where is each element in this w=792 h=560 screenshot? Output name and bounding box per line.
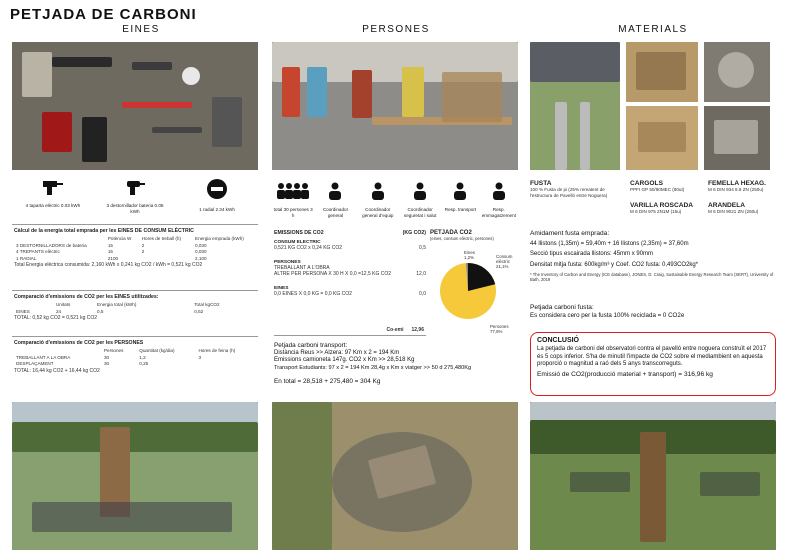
- screws-material: [630, 180, 702, 194]
- table-cell: 1 RADIAL: [16, 255, 37, 261]
- co2-emissions-table: [274, 230, 426, 336]
- measurement-title: Amidament fusta emprada:: [530, 230, 610, 237]
- row-value: 0,5: [419, 245, 426, 251]
- row-value: 12,0: [416, 271, 426, 277]
- person-icon: [413, 182, 427, 200]
- tool-item: [23, 178, 83, 209]
- table-cell: 2: [141, 249, 145, 254]
- table-header: Potència W: [107, 236, 132, 241]
- pie-label-tools: [464, 250, 475, 260]
- section-block: [274, 286, 426, 298]
- measurement-note: * The Inventory of Carbon and Energy (ICE database), JONES, D. Craig, Sustainable Energy Research Team (SERT), University of Bath, 2019: [530, 272, 774, 283]
- radial-saw-icon: [206, 178, 228, 200]
- bolts-photo-1: [704, 42, 770, 102]
- measurement-line: Secció tipus escairada llistons: 45mm x 90mm: [530, 251, 654, 257]
- transport-line: Distància Reus >> Alzera: 97 Km x 2 = 194 Km: [274, 349, 400, 356]
- measurement-line: Densitat mitja fusta: 600kg/m³ y Coef. CO2 fusta: 0,493CO2kg*: [530, 261, 699, 268]
- row-label: TREBALLANT A L'OBRA: [274, 264, 330, 271]
- role-item: [358, 182, 398, 218]
- role-label: Coordinador seguretat i salut: [403, 207, 437, 218]
- row-label: ALTRE PER PERSONA X 30 H X 0,0 =12,5 KG CO2: [274, 271, 392, 277]
- table-cell: 30: [103, 361, 110, 366]
- table-total: [387, 327, 424, 334]
- table-header: Hores de feina (h): [198, 348, 236, 353]
- role-item: [273, 182, 313, 218]
- energy-table: [14, 236, 258, 262]
- table-cell: 0,52: [194, 308, 204, 314]
- tool-label: 4 taparta elèctric 0.03 kWh: [25, 203, 81, 208]
- conclusion-box: [530, 332, 776, 396]
- table-cell: 0,25: [139, 361, 149, 366]
- wood-photo-1: [626, 42, 698, 102]
- table-title: EMISSIONS DE CO2: [274, 230, 324, 236]
- pie-label-electric: [496, 254, 520, 269]
- table-cell: 1,2: [139, 354, 146, 360]
- role-label: total 30 persones 3 h: [273, 207, 313, 218]
- tool-label: 1 radial 2.34 kWh: [199, 207, 235, 212]
- people-emissions-table: [14, 340, 258, 374]
- wood-photo-2: [626, 106, 698, 170]
- wood-footprint: [530, 304, 778, 319]
- material-desc: M 6 DIN 934 8.8 ZN (250u): [708, 187, 764, 192]
- table-header: Energia emprada (kWh): [195, 236, 244, 241]
- material-label: FUSTA: [530, 180, 552, 187]
- table-cell: TREBALLANT A LA OBRA: [16, 354, 71, 360]
- divider: [12, 290, 258, 291]
- row-label: 0,521 KG CO2 x 0,24 KG CO2: [274, 245, 343, 251]
- aerial-photo: [272, 402, 518, 550]
- table-head: [274, 230, 426, 236]
- tower-photo-left: [12, 402, 258, 550]
- material-label: ARANDELA: [708, 202, 745, 209]
- table-cell: 0,030: [195, 242, 207, 248]
- material-desc: 100 % Fusta de pi (25% rematent de l'estructura de Pavelló entre Noguera): [530, 187, 608, 198]
- table-header: Quantitat (kg/dia): [139, 348, 175, 353]
- table-cell: 0,030: [195, 249, 207, 254]
- table-cell: 2,100: [195, 255, 207, 261]
- person-icon: [371, 182, 385, 200]
- table-header: Total kgCO2: [194, 302, 220, 307]
- tool-item: [187, 178, 247, 213]
- table-cell: 2100: [107, 255, 119, 261]
- role-label: Coordinador general: [322, 207, 349, 218]
- threaded-rod-material: [630, 202, 706, 216]
- divider: [12, 224, 258, 225]
- table-cell: 24: [55, 308, 62, 314]
- co2-pie-block: [430, 230, 520, 334]
- tools-emissions-table: [14, 294, 258, 322]
- role-item: [481, 182, 517, 218]
- pie-label-name: Eines: [464, 250, 475, 255]
- table-cell: 15: [107, 242, 113, 248]
- pie-label-value: 1,2%: [464, 255, 475, 260]
- people-working-photo: [272, 42, 518, 170]
- wood-footprint-line: Es considera cero per la fusta 100% reciclada = 0 CO2e: [530, 311, 685, 319]
- total-value: 12,96: [411, 326, 424, 333]
- table-header: Energia total (kWh): [97, 302, 137, 307]
- total-line: TOTAL: 16,44 kg CO2 + 16,44 kg CO2: [14, 367, 100, 374]
- section-block: [274, 260, 426, 278]
- transport-line: Transport Estudiants: 97 x 2 = 194 Km 28,4g x Km x viatger >> 50 d 275,480Kg: [274, 364, 472, 371]
- role-item: [400, 182, 440, 218]
- section-title: Comparació d'emissions de CO2 per les EINES utilitzades:: [14, 294, 159, 300]
- table-cell: 3: [198, 354, 202, 360]
- row-label: 0,0 EINES X 0,0 KG = 0,0 KG CO2: [274, 290, 352, 297]
- transport-total: En total = 28,518 + 275,480 = 304 Kg: [274, 378, 381, 385]
- section-name: PERSONES: [274, 259, 301, 265]
- transport-title: Petjada carboni transport:: [274, 342, 348, 349]
- role-item: [315, 182, 355, 218]
- total-line: TOTAL: 0,52 kg CO2 = 0,521 kg CO2: [14, 315, 98, 321]
- conclusion-text: La petjada de carboni del observatori contra el pavelló entre noguera construït el 2017 és 5 cops inferior. S'ha de minutil l'impacte de CO2 sobre el mediambient en aquesta proporció o magnitud a raó dels 5 anys transcorreguts.: [537, 346, 767, 368]
- pie-subtitle: (eines, consum elèctric, persones): [430, 236, 494, 241]
- energy-consumption-table: [14, 228, 258, 269]
- transport-footprint: [274, 342, 522, 386]
- site-photo: [530, 42, 620, 170]
- pie-label-people: [490, 324, 509, 334]
- conclusion-total: Emissió de CO2(producció material + transport) = 316,96 kg: [537, 370, 713, 378]
- table-header: Unitats: [55, 302, 71, 307]
- table-cell: EINES: [16, 308, 30, 314]
- tools-icons-row: [12, 178, 258, 214]
- section-name: CONSUM ELECTRIC: [274, 240, 321, 245]
- role-item: [442, 182, 478, 213]
- role-label: Resp. transport: [444, 207, 477, 212]
- divider: [12, 336, 258, 337]
- nut-material: [708, 180, 780, 194]
- person-icon: [492, 182, 506, 200]
- wood-measurement: [530, 230, 778, 282]
- table-unit: (KG CO2): [402, 230, 426, 236]
- tool-label: 3 destornillador bateria 0.05 kWh: [106, 203, 164, 214]
- section-title: Comparació d'emissions de CO2 per les PERSONES: [14, 340, 144, 346]
- person-icon: [328, 182, 342, 200]
- section-block: [274, 240, 426, 252]
- wood-material: [530, 180, 620, 198]
- bolts-photo-2: [704, 106, 770, 170]
- material-label: CARGOLS: [630, 180, 663, 187]
- role-label: Resp. emmagatzement: [481, 207, 516, 218]
- people-icons-row: [272, 182, 518, 218]
- material-label: FEMELLA HEXAG.: [708, 180, 767, 187]
- column-heading-materials: MATERIALS: [618, 24, 688, 35]
- screwdriver-icon: [124, 178, 146, 196]
- role-label: Coordinador general d'equip: [362, 207, 394, 218]
- conclusion-title: CONCLUSIÓ: [537, 337, 579, 344]
- total-line: Total Energia elèctrica consumida: 2,160 kWh x 0,241 kg CO2 / kWh = 0,521 kg CO2: [14, 262, 203, 268]
- measurement-line: 44 llistons (1,35m) = 59,40m + 16 llistons (2,35m) = 37,60m: [530, 240, 689, 247]
- table-cell: 4 TREPANTS elèctric: [16, 249, 60, 254]
- pie-label-value: 77,6%: [490, 329, 503, 334]
- table-header: Persones: [103, 348, 124, 353]
- washer-material: [708, 202, 780, 216]
- person-icon: [453, 182, 467, 200]
- material-desc: M 6 DIN 9021 ZN (250u): [708, 209, 759, 214]
- table-header: Hores de treball (h): [141, 236, 182, 241]
- row-value: 0,0: [419, 290, 426, 297]
- wood-footprint-title: Petjada carboni fusta:: [530, 304, 594, 311]
- emissions-table: [14, 302, 258, 315]
- section-name: EINES: [274, 285, 289, 291]
- people-table: [14, 348, 258, 368]
- table-cell: DESPLAÇAMENT: [16, 361, 54, 366]
- drill-icon: [42, 178, 64, 196]
- section-title: Càlcul de la energia total emprada per les EINES DE CONSUM ELÈCTRIC: [14, 228, 194, 234]
- material-desc: M 6 DIN 975 2N1M (15u): [630, 209, 682, 214]
- column-heading-eines: EINES: [122, 24, 160, 35]
- table-cell: 0,5: [97, 308, 104, 314]
- total-label: Co-emi: [386, 326, 404, 333]
- group-icon: [276, 182, 310, 200]
- material-desc: PPFI GP 50/90MEC (80ut): [630, 187, 685, 192]
- pie-title: PETJADA CO2: [430, 230, 472, 236]
- page-title: PETJADA DE CARBONI: [10, 6, 197, 23]
- pie-label-name: Persones: [490, 324, 509, 329]
- table-cell: 3 DESTORNILLADORS de bateria: [16, 242, 87, 248]
- tools-photo: [12, 42, 258, 170]
- table-cell: 2: [141, 242, 145, 248]
- table-cell: 30: [103, 354, 110, 360]
- material-label: VARILLA ROSCADA: [630, 202, 694, 209]
- tower-photo-right: [530, 402, 776, 550]
- column-heading-persones: PERSONES: [362, 24, 430, 35]
- tool-item: [105, 178, 165, 214]
- transport-line: Emissions camioneta 147g. CO2 x Km >> 28,518 Kg: [274, 357, 415, 363]
- pie-label-name: Consum elèctric: [496, 254, 513, 264]
- pie-label-value: 21,1%: [496, 264, 509, 269]
- table-cell: 15: [107, 249, 113, 254]
